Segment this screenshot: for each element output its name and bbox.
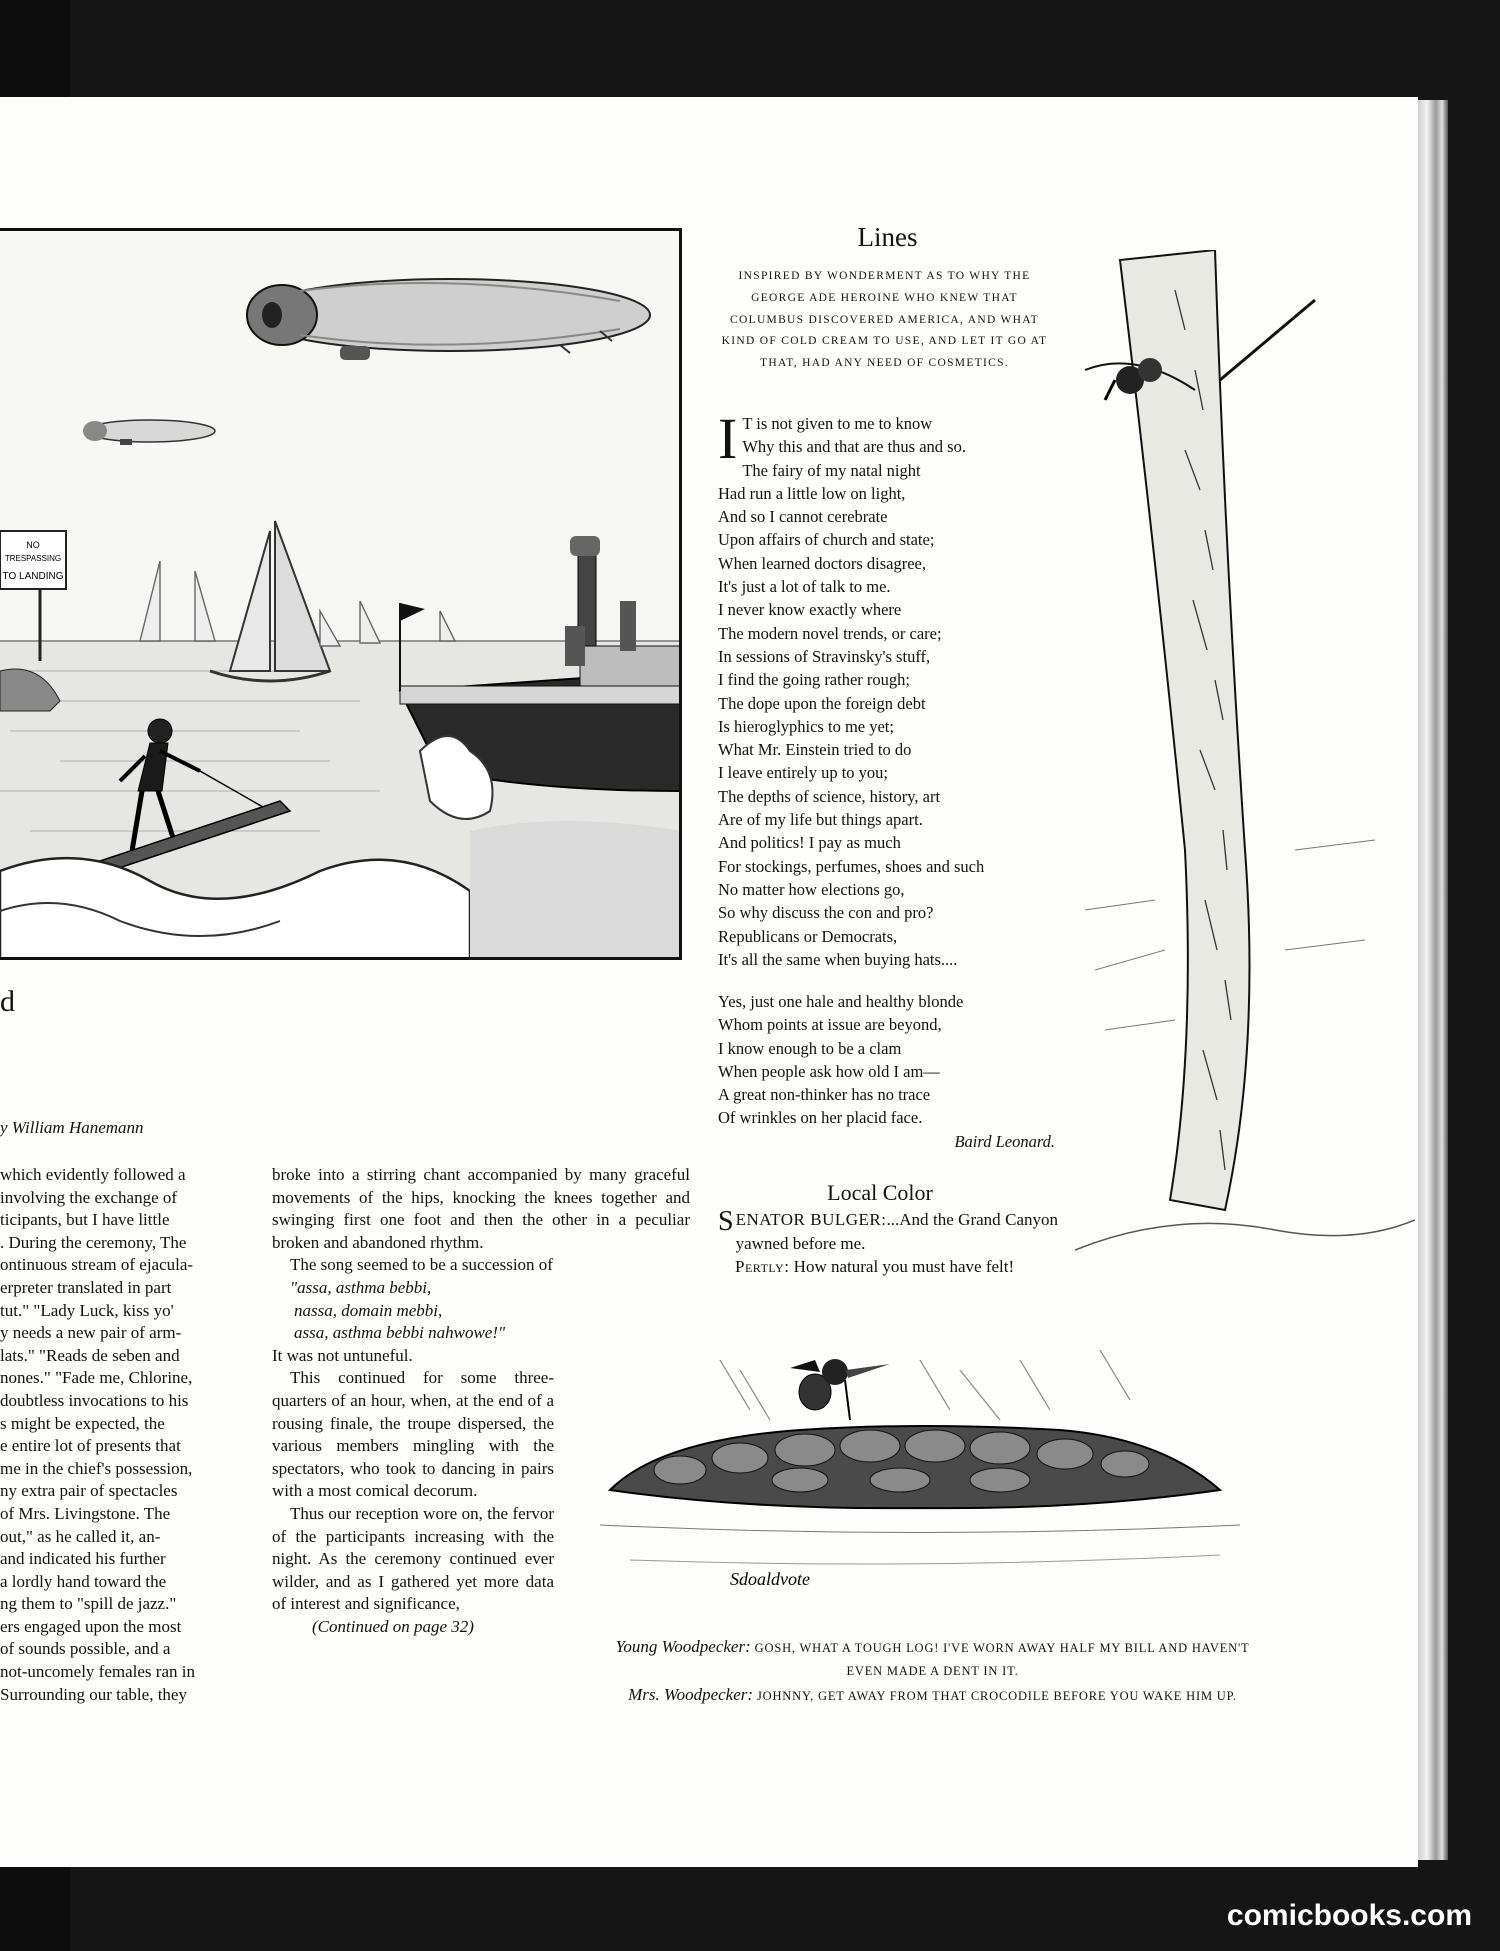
poem-intro: INSPIRED BY WONDERMENT AS TO WHY THE GEORGE ADE HEROINE WHO KNEW THAT COLUMBUS DISCOVERED AMERICA, AND WHAT KIND OF COLD CREAM TO USE, AND LET IT GO AT THAT, HAD ANY NEED OF COSMETICS.	[721, 270, 1048, 370]
speaker-senator: ENATOR BULGER:	[735, 1210, 887, 1229]
poem-line: It's just a lot of talk to me.	[718, 577, 891, 597]
poem-line: Are of my life but things apart.	[718, 810, 923, 830]
young-woodpecker	[790, 1359, 890, 1420]
article-paragraph: broke into a stirring chant accompanied by many graceful movements of the hips, knocking the knees together and swinging first one foot and then the other in a peculiar broken and abandoned rhythm.	[272, 1165, 690, 1252]
sign-text-1: NO	[26, 540, 40, 550]
article-column-1	[0, 1164, 226, 1706]
crocodile-drawing	[600, 1350, 1260, 1640]
local-color-text	[718, 1208, 1058, 1279]
article-byline: y William Hanemann	[0, 1118, 144, 1137]
column-1-line: tut." "Lady Luck, kiss yo'	[0, 1300, 174, 1320]
column-1-line: of sounds possible, and a	[0, 1639, 171, 1659]
poem-line: And politics! I pay as much	[718, 833, 901, 853]
column-1-line: ng them to "spill de jazz."	[0, 1594, 177, 1614]
column-1-line: doubtless invocations to his	[0, 1390, 189, 1410]
poem-line: T is not given to me to know	[742, 414, 933, 433]
column-1-line: out," as he called it, an-	[0, 1526, 161, 1546]
sign-text-2: TRESPASSING	[4, 554, 62, 563]
seaside-illustration	[0, 228, 682, 960]
article-heading-fragment: d	[0, 985, 15, 1018]
column-1-line: ny extra pair of spectacles	[0, 1481, 178, 1501]
article-paragraph: It was not untuneful.	[272, 1345, 413, 1365]
poem-line: The modern novel trends, or care;	[718, 623, 942, 643]
continued-notice: (Continued on page 32)	[312, 1616, 474, 1636]
poem-line: The dope upon the foreign debt	[718, 693, 926, 713]
caption-speaker-young: Young Woodpecker:	[615, 1637, 751, 1656]
poem-line: I find the going rather rough;	[718, 670, 910, 690]
caption-line-young: GOSH, WHAT A TOUGH LOG! I'VE WORN AWAY HALF MY BILL AND HAVEN'T EVEN MADE A DENT IN IT.	[754, 1641, 1250, 1678]
article-paragraph: The song seemed to be a succession of	[290, 1255, 553, 1275]
poem-line: Yes, just one hale and healthy blonde	[718, 992, 964, 1011]
local-color-title: Local Color	[827, 1180, 933, 1205]
column-1-line: erpreter translated in part	[0, 1277, 172, 1297]
column-1-line: e entire lot of presents that	[0, 1436, 181, 1456]
poem-line: A great non-thinker has no trace	[718, 1085, 931, 1105]
poem-line: Why this and that are thus and so.	[742, 437, 966, 457]
senator-line: ...And the Grand Canyon yawned before me.	[735, 1210, 1058, 1253]
poem-line: I know enough to be a clam	[718, 1038, 902, 1058]
column-1-line: s might be expected, the	[0, 1413, 165, 1433]
column-1-line: nones." "Fade me, Chlorine,	[0, 1368, 193, 1388]
site-watermark: comicbooks.com	[1226, 1899, 1472, 1932]
column-1-line: ticipants, but I have little	[0, 1210, 170, 1230]
cartoon-caption	[605, 1635, 1260, 1708]
poem-line: What Mr. Einstein tried to do	[718, 740, 912, 760]
chant-line: "assa, asthma bebbi,	[290, 1277, 432, 1297]
poem-line: Had run a little low on light,	[718, 483, 906, 503]
poem-line: The depths of science, history, art	[718, 786, 941, 806]
sign-text-3: TO LANDING	[2, 571, 64, 582]
poem-line: When people ask how old I am—	[718, 1061, 940, 1081]
poem-line: Republicans or Democrats,	[718, 926, 898, 946]
poem-line: Is hieroglyphics to me yet;	[718, 716, 894, 736]
column-1-line: Surrounding our table, they	[0, 1684, 187, 1704]
column-1-line: y needs a new pair of arm-	[0, 1323, 182, 1343]
chant-line: assa, asthma bebbi nahwowe!"	[294, 1323, 506, 1343]
caption-line-mrs: JOHNNY, GET AWAY FROM THAT CROCODILE BEFORE YOU WAKE HIM UP.	[756, 1689, 1237, 1703]
column-1-line: which evidently followed a	[0, 1165, 186, 1184]
chant-line: nassa, domain mebbi,	[294, 1300, 443, 1320]
poem-line: I never know exactly where	[718, 600, 902, 620]
column-1-line: and indicated his further	[0, 1549, 166, 1569]
poem-line: For stockings, perfumes, shoes and such	[718, 856, 985, 876]
column-1-line: . During the ceremony, The	[0, 1232, 187, 1252]
artist-signature: Sdoaldvote	[730, 1569, 810, 1589]
caption-speaker-mrs: Mrs. Woodpecker:	[628, 1685, 754, 1704]
column-1-line: me in the chief's possession,	[0, 1458, 193, 1478]
column-1-line: of Mrs. Livingstone. The	[0, 1503, 171, 1523]
poem-stanza-2	[718, 990, 1063, 1153]
poem-line: In sessions of Stravinsky's stuff,	[718, 646, 931, 666]
poem-line: I leave entirely up to you;	[718, 763, 888, 783]
column-1-line: lats." "Reads de seben and	[0, 1345, 180, 1365]
poem-line: It's all the same when buying hats....	[718, 949, 958, 969]
pertly-line: How natural you must have felt!	[793, 1257, 1015, 1276]
poem-line: When learned doctors disagree,	[718, 553, 926, 573]
speaker-pertly: Pertly:	[735, 1257, 790, 1276]
poem-line: Whom points at issue are beyond,	[718, 1015, 942, 1035]
seaside-drawing	[0, 231, 682, 960]
drop-cap: I	[718, 406, 738, 471]
poem-line: And so I cannot cerebrate	[718, 507, 888, 527]
poem-line: Of wrinkles on her placid face.	[718, 1108, 923, 1128]
page-edge	[1418, 100, 1448, 1860]
poem-line: So why discuss the con and pro?	[718, 903, 934, 923]
column-1-line: involving the exchange of	[0, 1187, 178, 1207]
poem-line: The fairy of my natal night	[742, 460, 921, 480]
article-paragraph: This continued for some three-quarters of an hour, when, at the end of a rousing finale, the troupe dispersed, the various members mingling with the spectators, who took to dancing in pairs with a most comical decorum.	[272, 1368, 554, 1501]
column-1-line: a lordly hand toward the	[0, 1571, 167, 1591]
poem-title: Lines	[857, 222, 918, 252]
poem-line: No matter how elections go,	[718, 879, 905, 899]
local-color-cap: S	[718, 1206, 734, 1237]
poem-line: Upon affairs of church and state;	[718, 530, 935, 550]
column-1-line: not-uncomely females ran in	[0, 1662, 195, 1682]
article-paragraph: Thus our reception wore on, the fervor of the participants increasing with the night. As the ceremony continued ever wilder, and as I gathered yet more data of interest and significance,	[272, 1503, 554, 1614]
column-1-line: ontinuous stream of ejacula-	[0, 1255, 194, 1275]
column-1-line: ers engaged upon the most	[0, 1616, 182, 1636]
poem-author: Baird Leonard.	[954, 1131, 1055, 1151]
poem-stanza-1	[718, 406, 1063, 971]
